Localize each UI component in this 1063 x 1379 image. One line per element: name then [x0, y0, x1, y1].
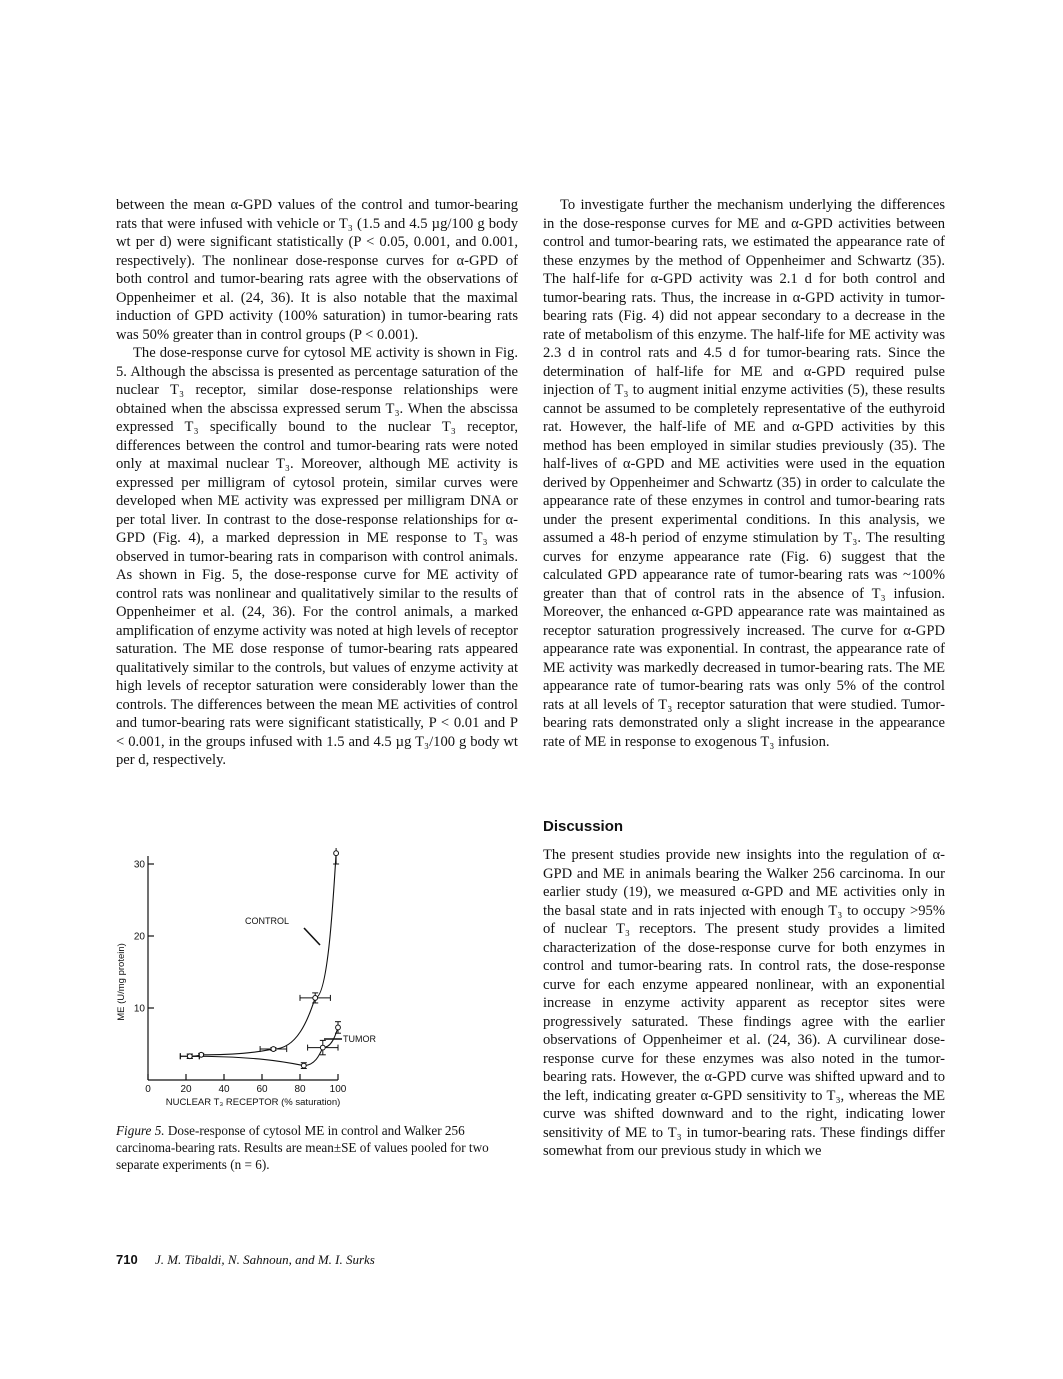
- x-tick-label: 80: [294, 1084, 306, 1095]
- y-axis-label: ME (U/mg protein): [116, 943, 127, 1021]
- figure-caption: [116, 1122, 506, 1173]
- y-tick-label: 10: [133, 1003, 145, 1015]
- y-tick-label: 20: [133, 931, 145, 943]
- series-line-tumor: [190, 1027, 338, 1065]
- caption-label: Figure 5.: [116, 1123, 165, 1138]
- annotation-arrow: [304, 928, 320, 945]
- left-text-column: [116, 196, 518, 770]
- data-point-tumor: [336, 1025, 341, 1030]
- data-point-control: [334, 851, 339, 856]
- dose-response-chart: [112, 848, 412, 1113]
- page-number: 710: [116, 1252, 138, 1267]
- x-tick-label: 0: [145, 1084, 151, 1095]
- data-point-tumor: [320, 1045, 325, 1050]
- y-tick-label: 30: [133, 859, 145, 871]
- x-tick-label: 60: [256, 1084, 268, 1095]
- series-line-control: [190, 853, 336, 1056]
- paragraph: The dose-response curve for cytosol ME activity is shown in Fig. 5. Although the abscissa is presented as percentage saturation of the nuclear T₃ receptor, similar dose-response relationships were obtained when the abscissa expressed serum T₃. When the abscissa expressed T₃ specifically bound to the nuclear T₃ receptor, differences between the control and tumor-bearing rats were noted only at maximal nuclear T₃. Moreover, although ME activity is expressed per milligram of cytosol protein, similar curves were developed when ME activity was expressed per milligram DNA or per total liver. In contrast to the dose-response relationships for α-GPD (Fig. 4), a marked depression in ME response to T₃ was observed in tumor-bearing rats in comparison with control animals. As shown in Fig. 5, the dose-response curve for ME activity of control rats was nonlinear and qualitatively similar to the results of Oppenheimer et al. (24, 36). For the control animals, a marked amplification of enzyme activity was noted at high levels of receptor saturation. The ME dose response of tumor-bearing rats appeared qualitatively similar to the controls, but values of enzyme activity at high levels of receptor saturation were considerably lower than the controls. The differences between the mean ME activities of control and tumor-bearing rats were significant statistically, P < 0.01 and P < 0.001, in the groups infused with 1.5 and 4.5 µg T₃/100 g body wt per d, respectively.: [116, 345, 518, 768]
- x-tick-label: 100: [329, 1084, 347, 1095]
- paragraph: between the mean α-GPD values of the control and tumor-bearing rats that were infused with vehicle or T₃ (1.5 and 4.5 µg/100 g body wt per d) were significant statistically (P < 0.05, 0.001, and 0.001, respectively). The nonlinear dose-response curves for α-GPD of both control and tumor-bearing rats agree with the observations of Oppenheimer et al. (24, 36). It is also notable that the maximal induction of GPD activity (100% saturation) in tumor-bearing rats was 50% greater than in control groups (P < 0.001).: [116, 197, 518, 343]
- x-axis-label: NUCLEAR T₃ RECEPTOR (% saturation): [165, 1097, 341, 1108]
- caption-text: Dose-response of cytosol ME in control and Walker 256 carcinoma-bearing rats. Results are mean±SE of values pooled for two separate experiments (n = 6).: [116, 1123, 489, 1172]
- page-footer: [116, 1252, 375, 1268]
- data-point-tumor: [301, 1063, 306, 1068]
- annotation-control: CONTROL: [244, 916, 290, 926]
- paragraph: The present studies provide new insights into the regulation of α-GPD and ME in animals bearing the Walker 256 carcinoma. In our earlier study (19), we measured α-GPD and ME activities only in the basal state and in rats injected with enough T₃ to occupy >95% of nuclear T₃ receptors. The present study provides a limited characterization of the dose-response curve for both enzymes in control and tumor-bearing rats. In control rats, the dose-response curve for each enzyme appeared nonlinear, with an exponential increase in enzyme activity apparent as receptor sites were progressively saturated. These findings agree with the earlier observations of Oppenheimer et al. (24, 36). A curvilinear dose-response curve for these enzymes was also noted in the tumor-bearing rats. However, the α-GPD curve was shifted upward and to the left, indicating greater α-GPD sensitivity to T₃, whereas the ME curve was shifted downward and to the right, indicating lower sensitivity of ME to T₃ in tumor-bearing rats. These findings differ somewhat from our previous study in which we: [543, 847, 945, 1159]
- section-heading-discussion: Discussion: [543, 818, 624, 835]
- annotation-tumor: TUMOR: [343, 1034, 376, 1044]
- figure-5: [112, 848, 412, 1113]
- x-tick-label: 20: [180, 1084, 192, 1095]
- data-point-control: [271, 1047, 276, 1052]
- running-authors: J. M. Tibaldi, N. Sahnoun, and M. I. Surks: [154, 1252, 375, 1267]
- paragraph: To investigate further the mechanism underlying the differences in the dose-response curves for ME and α-GPD activities between control and tumor-bearing rats, we estimated the appearance rate of these enzymes by the method of Oppenheimer and Schwartz (35). The half-life for α-GPD activity was 2.1 d for both control and tumor-bearing rats. Thus, the increase in α-GPD activity in tumor-bearing rats (Fig. 4) did not appear secondary to a decrease in the rate of metabolism of this enzyme. The half-life for ME activity was 2.3 d in control rats and 4.5 d for tumor-bearing rats. Since the determination of half-life for ME and α-GPD required pulse injection of T₃ to augment initial enzyme activities (5), these results cannot be assumed to be completely representative of the euthyroid rat. However, the half-life of ME and α-GPD activities by this method has been employed in similar studies previously (35). The half-lives of α-GPD and ME activities were used in the equation derived by Oppenheimer and Schwartz (35) in order to calculate the appearance rate of these enzymes in control and tumor-bearing rats under the present experimental conditions. In this analysis, we assumed a 48-h period of enzyme stimulation by T₃. The resulting curves for enzyme appearance rate (Fig. 6) suggest that the calculated GPD appearance rate of tumor-bearing rats was ~100% greater than that of control rats in the absence of T₃ infusion. Moreover, the enhanced α-GPD appearance rate was maintained as receptor saturation progressively increased. The curve for α-GPD appearance rate was exponential. In contrast, the appearance rate of ME activity was markedly decreased in tumor-bearing rats. The ME appearance rate of tumor-bearing rats was only 5% of the control rats at all levels of T₃ receptor saturation that were studied. Tumor-bearing rats demonstrated only a slight increase in the appearance rate of ME in response to exogenous T₃ infusion.: [543, 197, 945, 750]
- x-tick-label: 40: [218, 1084, 230, 1095]
- discussion-text: [543, 846, 945, 1161]
- data-point-tumor: [187, 1054, 192, 1059]
- right-text-column: [543, 196, 945, 751]
- data-point-control: [313, 996, 318, 1001]
